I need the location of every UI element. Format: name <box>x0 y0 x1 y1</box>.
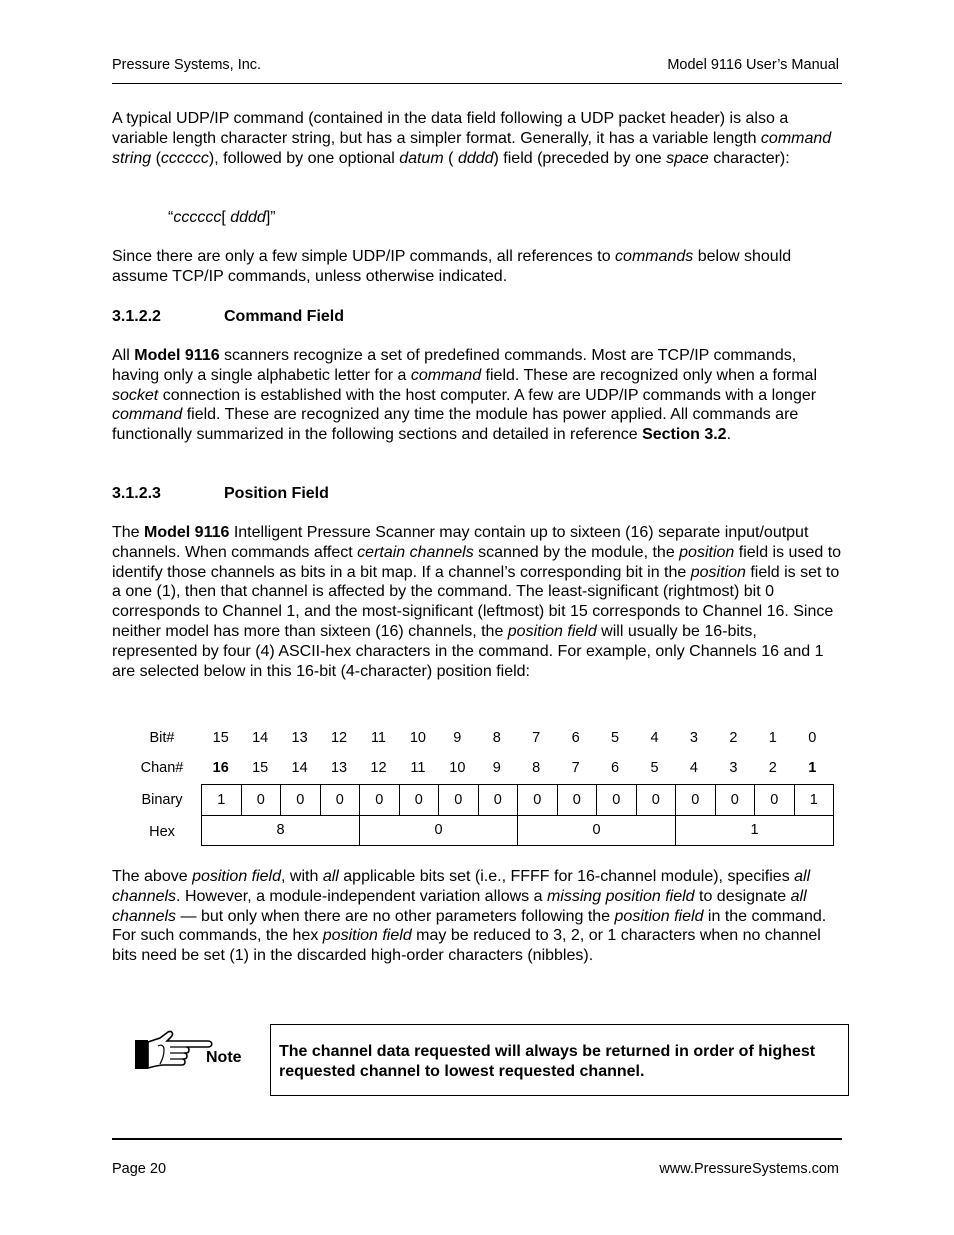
bit-cell: 9 <box>453 730 462 746</box>
binary-cell: 1 <box>202 785 242 815</box>
label-hex: Hex <box>149 824 175 840</box>
paragraph-command-field: All Model 9116 scanners recognize a set of predefined commands. Most are TCP/IP commands, having only a single alphabetic letter for a command field. These are recognized only when a formal socket connection is established with the host computer. A few are UDP/IP commands with a longer command field. These are recognized any time the module has power applied. All commands are functionally summarized in the following sections and detailed in reference Section 3.2. <box>112 347 817 444</box>
chan-cell: 8 <box>532 760 541 776</box>
chan-cell: 7 <box>571 760 580 776</box>
bit-cell: 15 <box>212 730 229 746</box>
chan-cell: 4 <box>689 760 698 776</box>
hex-cell: 0 <box>518 815 676 845</box>
footer-website: www.PressureSystems.com <box>659 1161 839 1177</box>
bit-cell: 5 <box>611 730 620 746</box>
chan-cell: 15 <box>252 760 269 776</box>
bit-cell: 14 <box>252 730 269 746</box>
header-rule <box>112 83 842 84</box>
bit-cell: 0 <box>808 730 817 746</box>
binary-cell: 0 <box>637 785 677 815</box>
paragraph-udp-intro: A typical UDP/IP command (contained in the data field following a UDP packet header) is also a variable length character string, but has a simpler format. Generally, it has a variable length command string (cccccc), followed by one optional datum ( dddd) field (preceded by one space character): <box>112 110 832 167</box>
bit-cell: 13 <box>291 730 308 746</box>
pointing-hand-icon <box>134 1030 214 1074</box>
bit-cell: 6 <box>571 730 580 746</box>
hex-row <box>201 815 834 846</box>
bit-cell: 7 <box>532 730 541 746</box>
binary-cell: 0 <box>439 785 479 815</box>
paragraph-udp-commands: Since there are only a few simple UDP/IP commands, all references to commands below should assume TCP/IP commands, unless otherwise indicated. <box>112 248 792 285</box>
chan-cell: 12 <box>370 760 387 776</box>
chan-cell: 16 <box>212 760 229 776</box>
bit-cell: 12 <box>330 730 348 746</box>
bit-cell: 8 <box>492 730 501 746</box>
chan-cell: 14 <box>291 760 308 776</box>
header-manual-title: Model 9116 User’s Manual <box>667 57 839 73</box>
hex-cell: 1 <box>750 822 759 838</box>
bit-cell: 11 <box>370 730 386 746</box>
label-chan: Chan# <box>140 760 184 776</box>
chan-cell: 1 <box>808 760 817 776</box>
page-header <box>112 56 839 76</box>
bit-cell: 4 <box>650 730 659 746</box>
page-footer <box>112 1160 839 1180</box>
udp-command-example: “cccccc[ dddd]” <box>168 209 276 226</box>
chan-cell: 10 <box>449 760 466 776</box>
binary-cell: 0 <box>558 785 598 815</box>
binary-cell: 0 <box>597 785 637 815</box>
chan-cell: 9 <box>492 760 501 776</box>
chan-cell: 13 <box>330 760 348 776</box>
binary-row <box>201 784 834 816</box>
chan-cell: 5 <box>650 760 659 776</box>
note-text: The channel data requested will always be returned in order of highest requested channel to lowest requested channel. <box>279 1043 816 1080</box>
section-heading-position-field: 3.1.2.3 Position Field <box>112 485 329 502</box>
binary-cell: 0 <box>242 785 282 815</box>
bit-map-table <box>112 727 842 849</box>
binary-cell: 0 <box>400 785 440 815</box>
binary-cell: 0 <box>479 785 519 815</box>
paragraph-position-field: The Model 9116 Intelligent Pressure Scanner may contain up to sixteen (16) separate input/output channels. When commands affect certain channels scanned by the module, the position field is used to identify those channels as bits in a bit map. If a channel’s corresponding bit in the position field is set to a one (1), then that channel is affected by the command. The least-significant (rightmost) bit 0 corresponds to Channel 1, and the most-significant (leftmost) bit 15 corresponds to Channel 16. Since neither model has more than sixteen (16) channels, the position field will usually be 16-bits, represented by four (4) ASCII-hex characters in the command. For example, only Channels 16 and 1 are selected below in this 16-bit (4-character) position field: <box>112 524 842 680</box>
paragraph-all-channels: The above position field, with all applicable bits set (i.e., FFFF for 16-channel module), specifies all channels. However, a module-independent variation allows a missing position field to designate all channels — but only when there are no other parameters following the position field in the command. For such commands, the hex position field may be reduced to 3, 2, or 1 characters when no channel bits need be set (1) in the discarded high-order characters (nibbles). <box>112 868 827 965</box>
bit-cell: 3 <box>689 730 698 746</box>
binary-cell: 1 <box>809 792 818 808</box>
footer-rule <box>112 1138 842 1140</box>
chan-cell: 2 <box>768 760 777 776</box>
footer-page-number: Page 20 <box>112 1161 167 1177</box>
binary-cell: 0 <box>321 785 361 815</box>
section-heading-command-field: 3.1.2.2 Command Field <box>112 308 345 325</box>
binary-cell: 0 <box>518 785 558 815</box>
note-label: Note <box>206 1049 242 1066</box>
chan-cell: 3 <box>729 760 738 776</box>
bit-cell: 1 <box>768 730 777 746</box>
hex-cell: 0 <box>360 815 518 845</box>
chan-cell: 6 <box>611 760 620 776</box>
chan-cell: 11 <box>410 760 426 776</box>
binary-cell: 0 <box>281 785 321 815</box>
label-bit: Bit# <box>149 730 175 746</box>
header-company: Pressure Systems, Inc. <box>112 57 262 73</box>
bit-cell: 10 <box>409 730 426 746</box>
binary-cell: 0 <box>676 785 716 815</box>
bit-cell: 2 <box>729 730 738 746</box>
label-binary: Binary <box>141 792 183 808</box>
binary-cell: 0 <box>755 785 795 815</box>
note-box <box>270 1024 849 1096</box>
binary-cell: 0 <box>716 785 756 815</box>
hex-cell: 8 <box>202 815 360 845</box>
binary-cell: 0 <box>360 785 400 815</box>
